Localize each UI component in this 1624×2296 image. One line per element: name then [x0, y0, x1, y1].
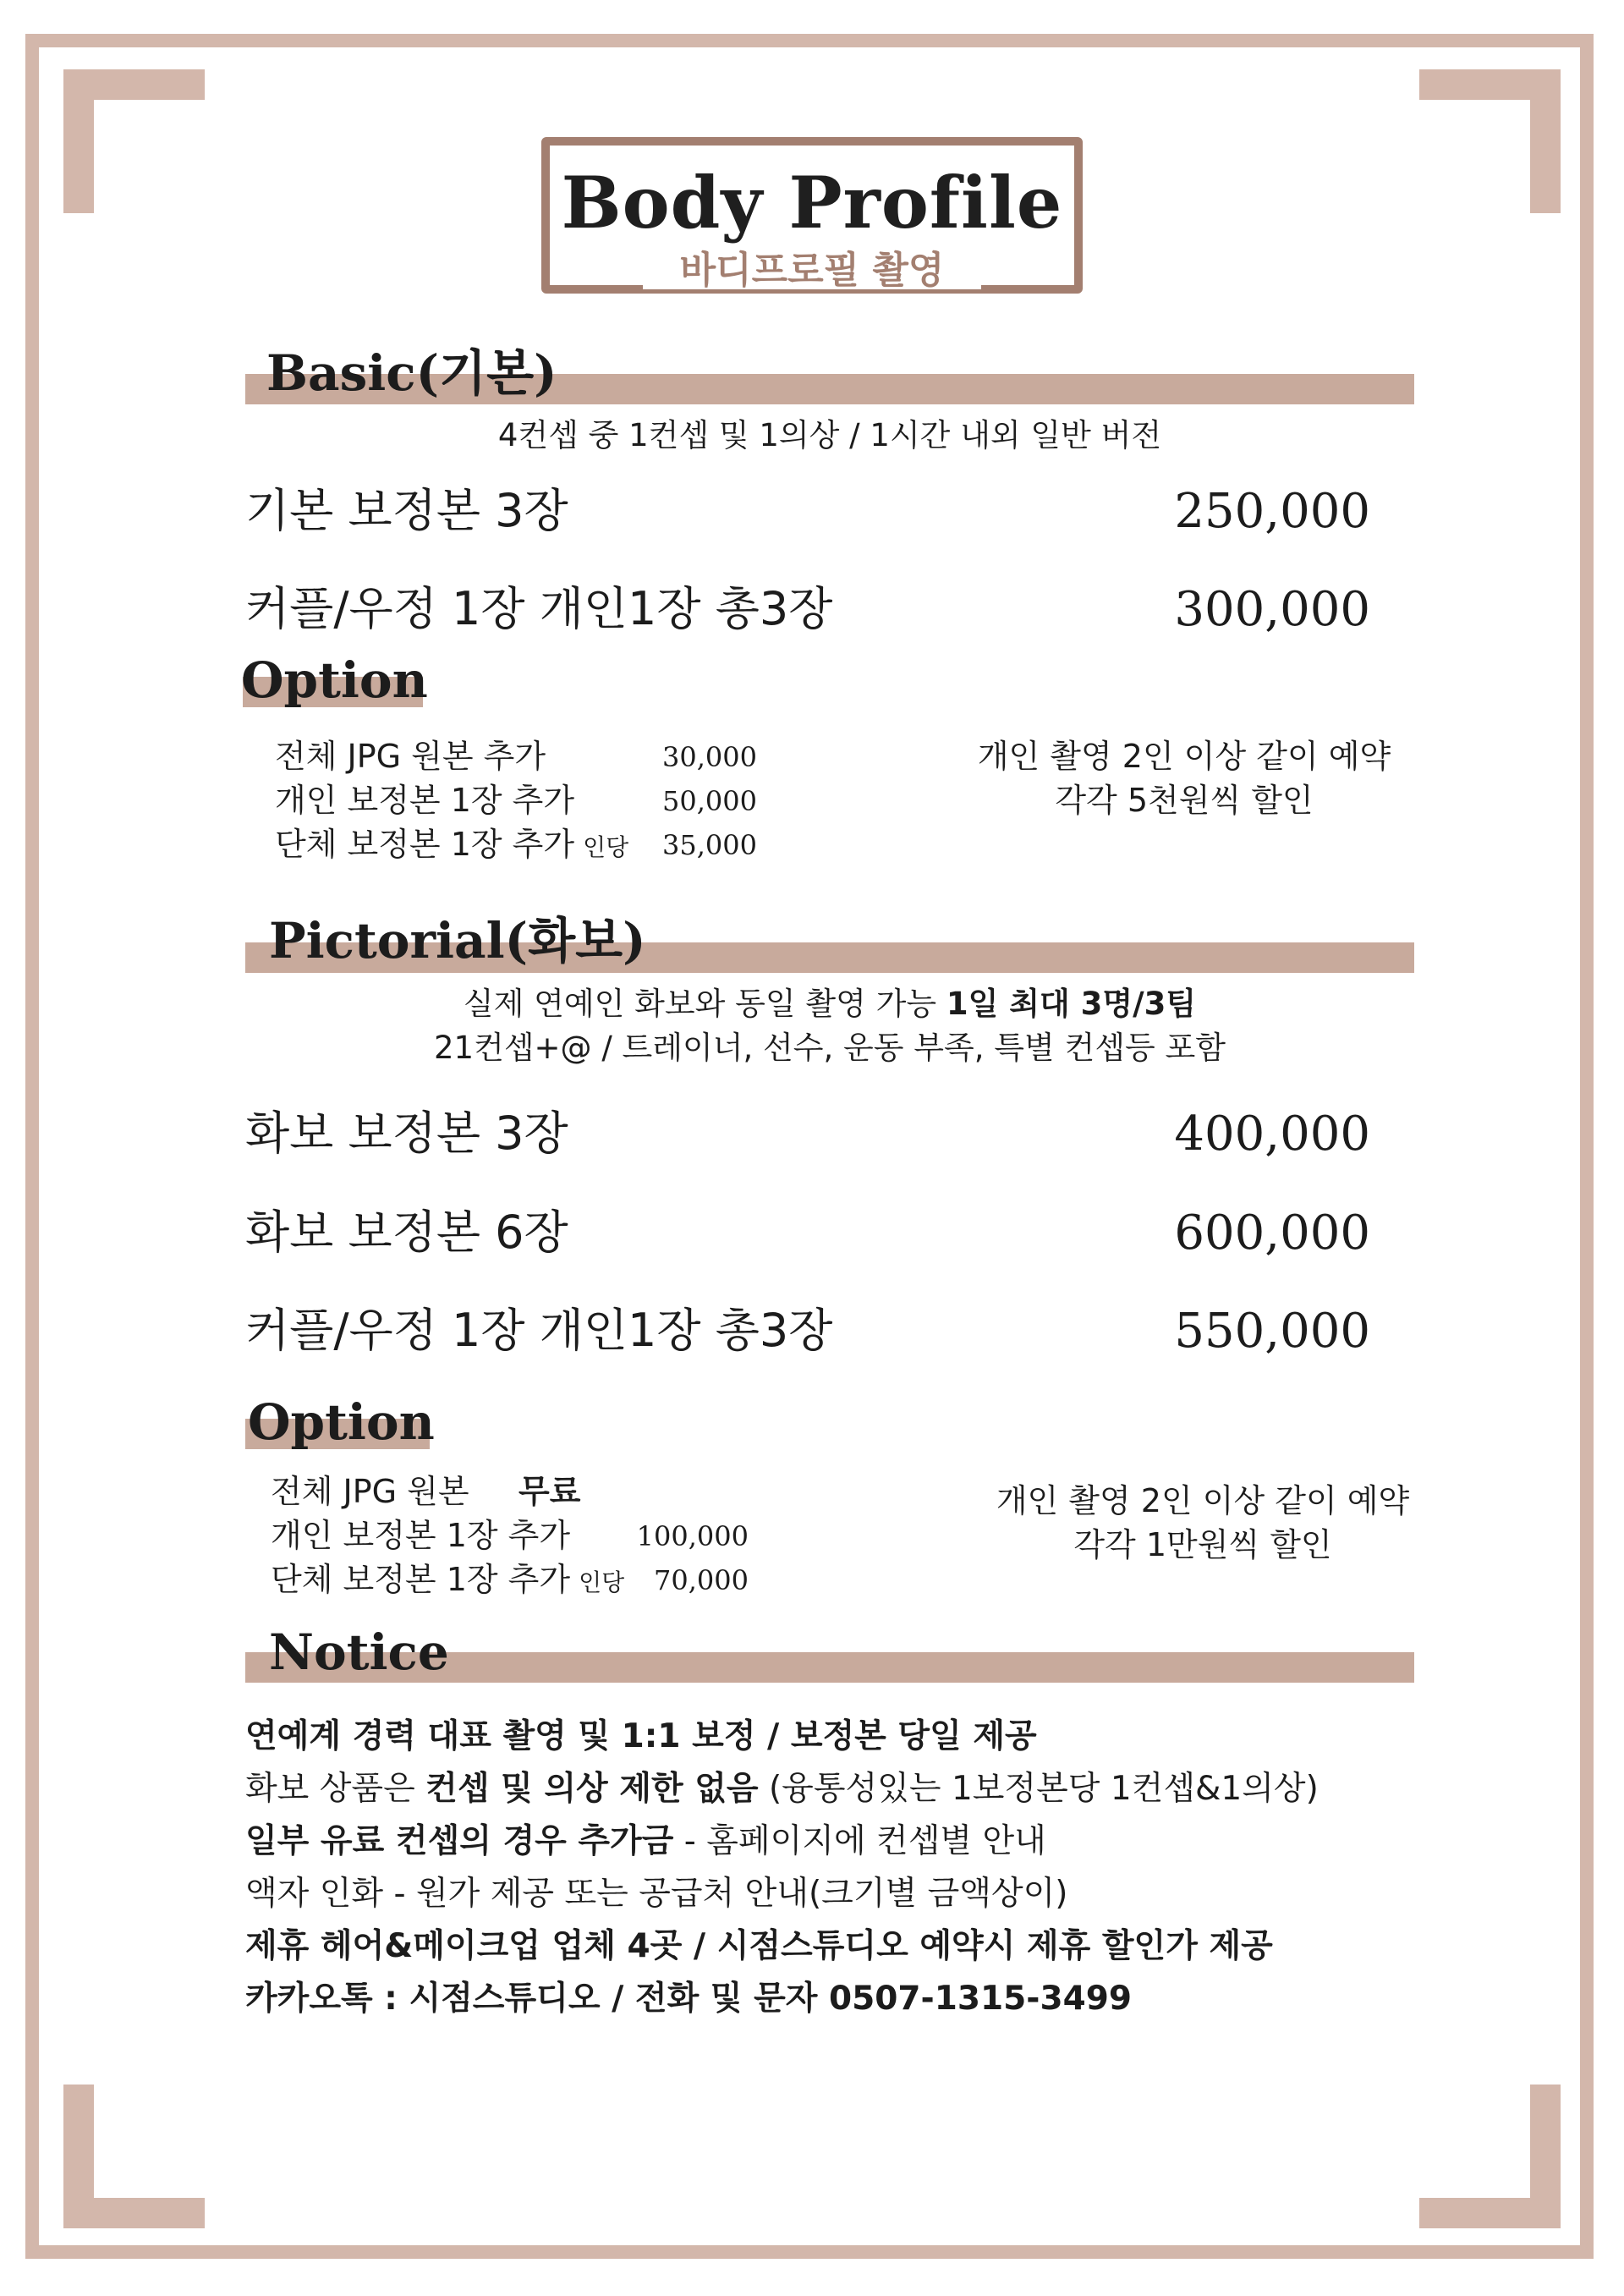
option-label-text: 단체 보정본 1장 추가 [271, 1561, 571, 1598]
notice-line-3-highlight: 일부 유료 컨셉의 경우 추가금 [245, 1822, 674, 1860]
pictorial-section-title: Pictorial(화보) [269, 912, 646, 969]
discount-line-2: 각각 1만원씩 할인 [1073, 1526, 1332, 1563]
corner-bottom-left-vertical [63, 2085, 94, 2228]
price-value: 300,000 [1174, 582, 1370, 637]
pictorial-option-row-1 [271, 1475, 749, 1516]
corner-top-left-vertical [63, 69, 94, 213]
pictorial-description-1 [245, 986, 1414, 1022]
option-price-free: 무료 [518, 1473, 581, 1510]
price-value: 250,000 [1174, 484, 1370, 539]
discount-line-1: 개인 촬영 2인 이상 같이 예약 [996, 1482, 1410, 1519]
basic-option-row-2 [275, 784, 757, 825]
basic-section-title: Basic(기본) [266, 344, 557, 402]
basic-price-row-1 [245, 484, 1370, 547]
price-value: 400,000 [1174, 1107, 1370, 1162]
basic-discount-note [922, 734, 1446, 822]
notice-section-title: Notice [269, 1623, 449, 1681]
page-subtitle: 바디프로필 촬영 [643, 252, 981, 289]
notice-line-2-tail: (융통성있는 1보정본당 1컨셉&1의상) [758, 1770, 1319, 1808]
basic-description: 4컨셉 중 1컨셉 및 1의상 / 1시간 내외 일반 버전 [497, 417, 1162, 453]
option-label: 개인 보정본 1장 추가 [271, 1517, 571, 1554]
notice-line-4: 액자 인화 - 원가 제공 또는 공급처 안내(크기별 금액상이) [245, 1875, 1068, 1913]
price-label: 커플/우정 1장 개인1장 총3장 [245, 1304, 833, 1357]
pictorial-option-row-2 [271, 1519, 749, 1560]
notice-line-2-highlight: 컨셉 및 의상 제한 없음 [425, 1770, 759, 1808]
notice-line-3-tail: - 홈페이지에 컨셉별 안내 [673, 1822, 1046, 1860]
option-label-text: 전체 JPG 원본 추가 [275, 738, 546, 775]
option-label [275, 738, 546, 775]
discount-line-2: 각각 5천원씩 할인 [1055, 782, 1314, 819]
option-price: 35,000 [662, 829, 757, 861]
price-label: 커플/우정 1장 개인1장 총3장 [245, 582, 833, 635]
option-label: 전체 JPG 원본 [271, 1473, 469, 1510]
notice-line-6-contact: 카카오톡 : 시점스튜디오 / 전화 및 문자 0507-1315-3499 [245, 1980, 1133, 2018]
corner-top-right-vertical [1530, 69, 1561, 213]
notice-line-2-text: 화보 상품은 [245, 1770, 426, 1808]
option-label-text: 개인 보정본 1장 추가 [275, 782, 575, 819]
basic-option-title: Option [241, 651, 428, 709]
notice-line-5: 제휴 헤어&메이크업 업체 4곳 / 시점스튜디오 예약시 제휴 할인가 제공 [245, 1927, 1273, 1965]
title-box [541, 137, 1083, 294]
basic-price-row-2 [245, 582, 1370, 645]
pictorial-discount-note [941, 1479, 1465, 1567]
option-price: 50,000 [662, 785, 757, 817]
option-price: 30,000 [662, 741, 757, 773]
notice-line-3 [245, 1822, 1046, 1860]
price-label: 화보 보정본 6장 [245, 1206, 568, 1259]
pictorial-option-title: Option [248, 1393, 435, 1451]
price-value: 550,000 [1174, 1304, 1370, 1359]
option-label [275, 782, 575, 819]
pictorial-price-row-1 [245, 1107, 1370, 1170]
discount-line-1: 개인 촬영 2인 이상 같이 예약 [977, 738, 1391, 775]
option-label-text: 단체 보정본 1장 추가 [275, 826, 575, 863]
option-note: 인당 [579, 1568, 625, 1596]
pictorial-description-text: 실제 연예인 화보와 동일 촬영 가능 [463, 986, 946, 1022]
option-price: 100,000 [636, 1520, 749, 1552]
basic-option-row-3 [275, 828, 757, 869]
page-title: Body Profile [561, 161, 1063, 244]
corner-bottom-right-vertical [1530, 2085, 1561, 2228]
notice-line-2 [245, 1770, 1319, 1808]
pictorial-option-row-3 [271, 1563, 749, 1604]
price-value: 600,000 [1174, 1206, 1370, 1261]
basic-option-row-1 [275, 740, 757, 781]
pictorial-price-row-2 [245, 1206, 1370, 1269]
option-label [275, 826, 629, 863]
option-price: 70,000 [654, 1564, 749, 1596]
pictorial-description-highlight: 1일 최대 3명/3팀 [946, 986, 1197, 1022]
pictorial-description-2: 21컨셉+@ / 트레이너, 선수, 운동 부족, 특별 컨셉등 포함 [433, 1030, 1226, 1066]
pictorial-price-row-3 [245, 1304, 1370, 1367]
notice-line-1: 연예계 경력 대표 촬영 및 1:1 보정 / 보정본 당일 제공 [245, 1717, 1037, 1755]
price-label: 화보 보정본 3장 [245, 1107, 568, 1160]
price-label: 기본 보정본 3장 [245, 484, 568, 537]
option-label [271, 1563, 624, 1596]
option-note: 인당 [583, 833, 629, 861]
